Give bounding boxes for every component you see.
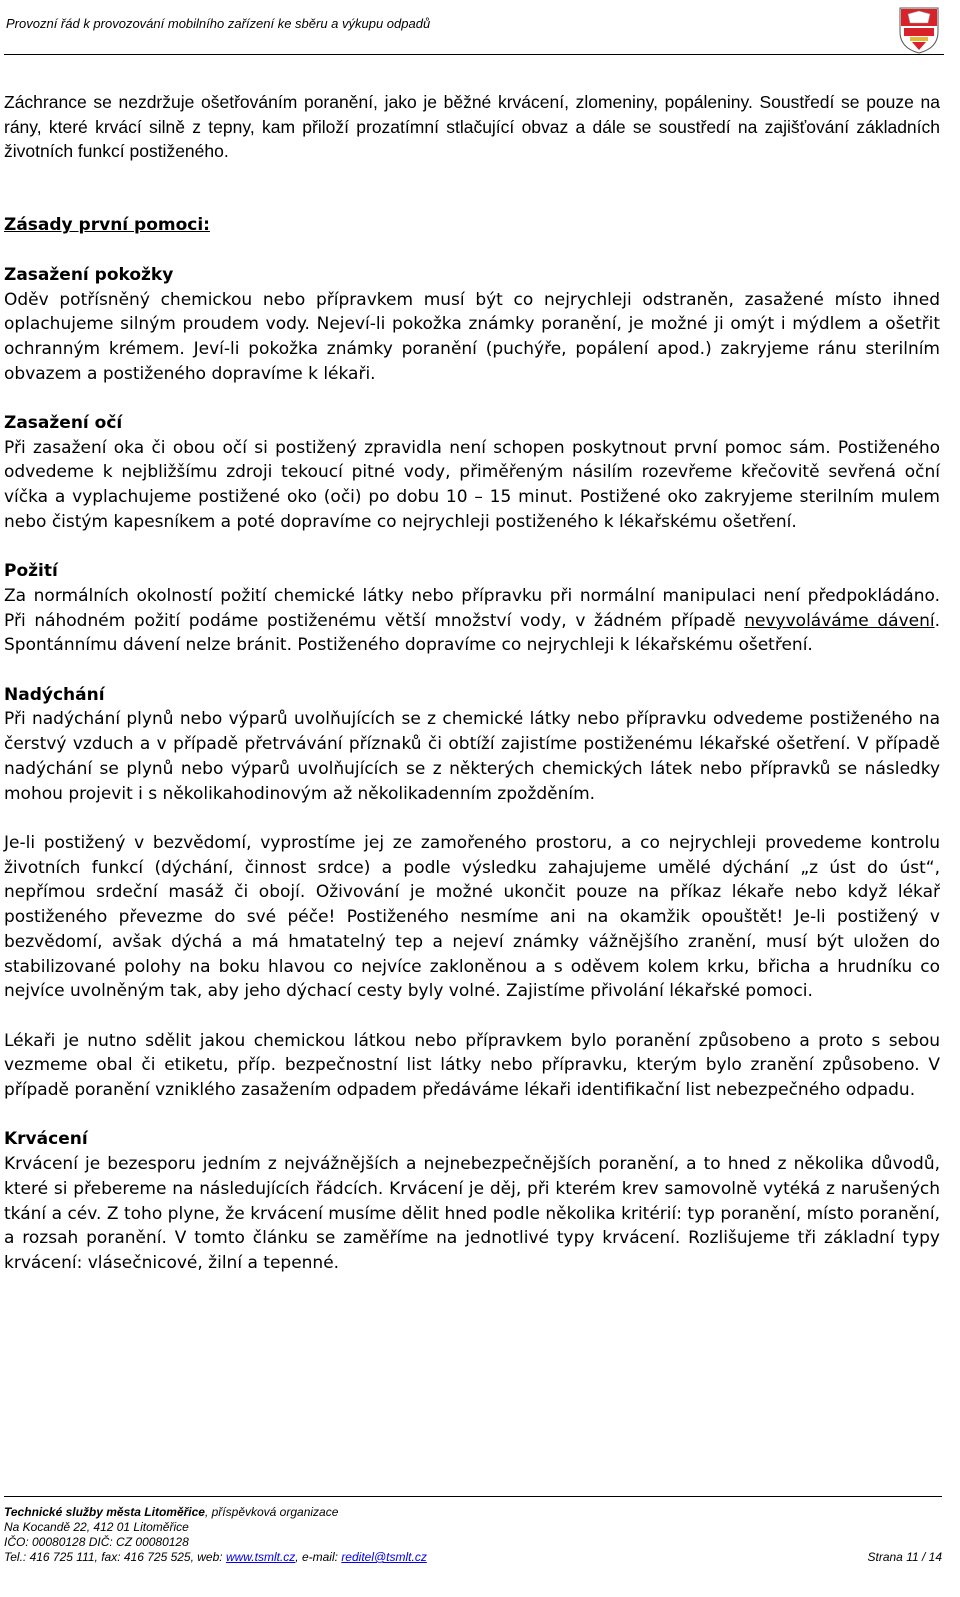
section-heading-eyes: Zasažení očí bbox=[4, 413, 123, 434]
ingestion-underlined-text: nevyvoláváme dávení bbox=[744, 610, 935, 631]
organization-name: Technické služby města Litoměřice bbox=[4, 1505, 205, 1519]
section-heading-bleeding: Krvácení bbox=[4, 1129, 88, 1150]
web-link[interactable]: www.tsmlt.cz bbox=[225, 1550, 296, 1564]
footer-address: Na Kocandě 22, 412 01 Litoměřice bbox=[4, 1520, 189, 1534]
document-title: Provozní řád k provozování mobilního zařízení ke sběru a výkupu odpadů bbox=[6, 16, 431, 31]
ingestion-text-start: Za normálních okolností požití chemické látky nebo přípravku při normální manipulaci není předpokládáno. Při náhodném požití podáme postiženému větší množství vody, v žádném případě bbox=[4, 585, 940, 631]
page-footer bbox=[4, 1496, 942, 1565]
section-text-skin: Oděv potřísněný chemickou nebo přípravkem musí být co nejrychleji odstraněn, zasažené místo ihned oplachujeme silným proudem vody. Nejeví-li pokožka známky poranění, je možné ji omýt i mýdlem a ošetřit ochranným krémem. Jeví-li pokožka známky poranění (puchýře, popálení apod.) zakryjeme ránu sterilním obvazem a postiženého dopravíme k lékaři. bbox=[4, 289, 940, 384]
ingestion-text-end: . Spontánnímu dávení nelze bránit. Postiženého dopravíme co nejrychleji k lékařskému ošetření. bbox=[4, 610, 940, 656]
section-heading-inhalation: Nadýchání bbox=[4, 684, 105, 705]
coat-of-arms-icon bbox=[898, 6, 940, 54]
contact-phone-fax: Tel.: 416 725 111, fax: 416 725 525, web: bbox=[4, 1550, 226, 1564]
footer-organization bbox=[4, 1505, 942, 1520]
intro-paragraph: Záchrance se nezdržuje ošetřováním poranění, jako je běžné krvácení, zlomeniny, popáleniny. Soustředí se pouze na rány, které krvácí silně z tepny, kam přiloží prozatímní stlačující obvaz a dále se soustředí na zajišťování základních životních funkcí postiženého. bbox=[4, 92, 940, 162]
section-text-eyes: Při zasažení oka či obou očí si postižený zpravidla není schopen poskytnout první pomoc sám. Postiženého odvedeme k nejbližšímu zdroji tekoucí pitné vody, přiměřeným násilím rozevřeme křečovitě sevřená oční víčka a vyplachujeme postižené oko (oči) po dobu 10 – 15 minut. Postižené oko zakryjeme sterilním mulem nebo čistým kapesníkem a poté dopravíme co nejrychleji postiženého k lékařskému ošetření. bbox=[4, 437, 940, 532]
section-heading-skin: Zasažení pokožky bbox=[4, 264, 174, 285]
organization-type: , příspěvková organizace bbox=[204, 1505, 339, 1519]
email-prefix: , e-mail: bbox=[295, 1550, 342, 1564]
page-number: Strana 11 / 14 bbox=[867, 1550, 942, 1564]
email-link[interactable]: reditel@tsmlt.cz bbox=[341, 1550, 427, 1564]
footer-contact bbox=[4, 1550, 942, 1565]
page-content bbox=[4, 90, 940, 1276]
section-heading-ingestion: Požití bbox=[4, 561, 58, 582]
main-heading: Zásady první pomoci: bbox=[4, 215, 210, 236]
section-text-unconscious: Je-li postižený v bezvědomí, vyprostíme jej ze zamořeného prostoru, a co nejrychleji provedeme kontrolu životních funkcí (dýchání, činnost srdce) a podle výsledku zahajujeme umělé dýchání „z úst do úst“, nepřímou srdeční masáž či obojí. Oživování je možné ukončit pouze na příkaz lékaře nebo když lékař postiženého převezme do své péče! Postiženého nesmíme ani na okamžik opouštět! Je-li postižený v bezvědomí, avšak dýchá a má hmatatelný tep a nejeví známky vážnějšího zranění, musí být uložen do stabilizované polohy na boku hlavou co nejvíce zakloněnou a s oděvem kolem krku, břicha a hrudníku co nejvíce uvolněným tak, aby jeho dýchací cesty byly volné. Zajistíme přivolání lékařské pomoci. bbox=[4, 832, 940, 1002]
section-text-bleeding: Krvácení je bezesporu jedním z nejvážnějších a nejnebezpečnějších poranění, a to hned z několika důvodů, které si přebereme na následujících řádcích. Krvácení je děj, při kterém krev samovolně vytéká z narušených tkání a cév. Z toho plyne, že krvácení musíme dělit hned podle několika kritérií: typ poranění, místo poranění, a rozsah poranění. V tomto článku se zaměříme na jednotlivé typy krvácení. Rozlišujeme tři základní typy krvácení: vlásečnicové, žilní a tepenné. bbox=[4, 1154, 940, 1273]
page-header bbox=[4, 4, 944, 55]
section-text-ingestion bbox=[4, 584, 940, 658]
section-text-doctor: Lékaři je nutno sdělit jakou chemickou látkou nebo přípravkem bylo poranění způsobeno a proto s sebou vezmeme obal či etiketu, příp. bezpečnostní list látky nebo přípravku, kterým bylo zranění způsobeno. V případě poranění vzniklého zasažením odpadem předáváme lékaři identifikační list nebezpečného odpadu. bbox=[4, 1030, 940, 1100]
footer-ids: IČO: 00080128 DIČ: CZ 00080128 bbox=[4, 1535, 189, 1549]
section-text-inhalation: Při nadýchání plynů nebo výparů uvolňujících se z chemické látky nebo přípravku odvedeme postiženého na čerstvý vzduch a v případě přetrvávání příznaků či obtíží zajistíme postiženému lékařské ošetření. V případě nadýchání se plynů nebo výparů uvolňujících se z některých chemických látek nebo přípravků se následky mohou projevit i s několikahodinovým až několikadenním zpožděním. bbox=[4, 709, 940, 804]
